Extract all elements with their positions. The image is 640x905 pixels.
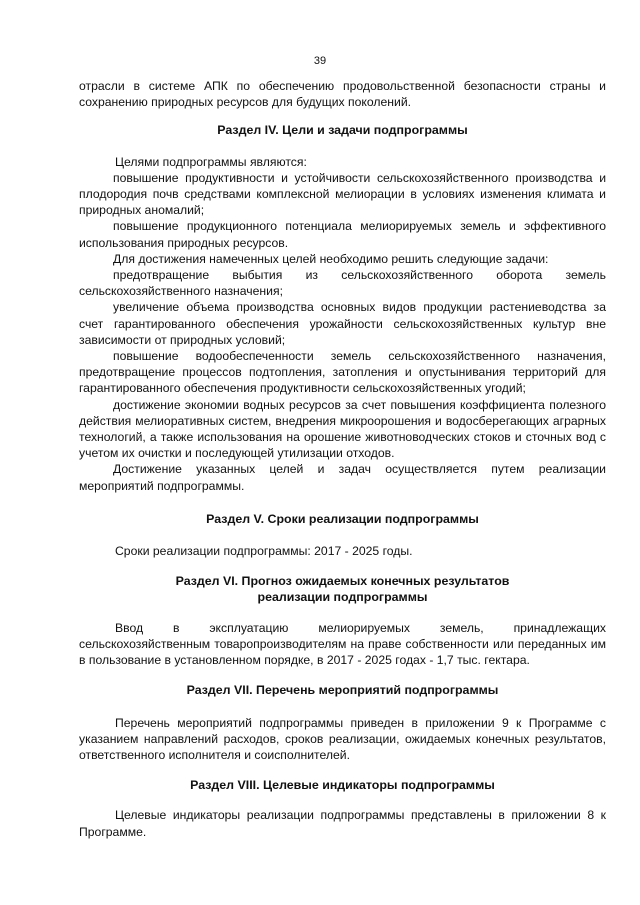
tasks-intro: Для достижения намеченных целей необходимо решить следующие задачи: xyxy=(113,251,549,266)
section-5-text: Сроки реализации подпрограммы: 2017 - 2025 годы. xyxy=(115,544,413,559)
page-number: 39 xyxy=(313,55,327,67)
section-7-heading: Раздел VII. Перечень мероприятий подпрограммы xyxy=(186,683,499,698)
section-5-heading: Раздел V. Сроки реализации подпрограммы xyxy=(206,511,479,526)
task-item: достижение экономии водных ресурсов за счет повышения коэффициента полезного действия мелиоративных систем, внедрения микроорошения и водосберегающих аграрных технологий, а также использования на орошение животноводческих стоков и сточных вод с учетом их очистки и последующей утилизации отходов. xyxy=(79,397,606,461)
section-6-heading-line-2: реализации подпрограммы xyxy=(257,590,428,605)
section-4-conclusion: Достижение указанных целей и задач осуществляется путем реализации мероприятий подпрограммы. xyxy=(79,462,606,493)
section-8-text: Целевые индикаторы реализации подпрограммы представлены в приложении 8 к Программе. xyxy=(79,808,606,839)
section-6-text: Ввод в эксплуатацию мелиорируемых земель, принадлежащих сельскохозяйственным товаропроизводителям на праве собственности или переданных им в пользование в установленном порядке, в 2017 - 2025 годах - 1,7 тыс. гектара. xyxy=(79,620,606,668)
section-7-text: Перечень мероприятий подпрограммы приведен в приложении 9 к Программе с указанием направлений расходов, сроков реализации, ожидаемых конечных результатов, ответственного исполнителя и соисполнителей. xyxy=(79,715,606,762)
section-6-heading xyxy=(79,573,606,605)
goal-item: повышение продукционного потенциала мелиорируемых земель и эффективного использования природных ресурсов. xyxy=(79,219,606,250)
section-6-heading-line-1: Раздел VI. Прогноз ожидаемых конечных результатов xyxy=(175,574,510,589)
goal-item: повышение продуктивности и устойчивости сельскохозяйственного производства и плодородия почв средствами комплексной мелиорации в условиях изменения климата и природных аномалий; xyxy=(79,170,606,218)
section-4-heading: Раздел IV. Цели и задачи подпрограммы xyxy=(217,123,468,138)
task-item: увеличение объема производства основных видов продукции растениеводства за счет гарантированного обеспечения урожайности сельскохозяйственных культур вне зависимости от природных условий; xyxy=(79,300,606,347)
section-8-heading: Раздел VIII. Целевые индикаторы подпрограммы xyxy=(190,778,495,793)
goals-intro: Целями подпрограммы являются: xyxy=(115,154,307,169)
task-item: предотвращение выбытия из сельскохозяйственного оборота земель сельскохозяйственного назначения; xyxy=(79,268,606,299)
intro-paragraph: отрасли в системе АПК по обеспечению продовольственной безопасности страны и сохранению природных ресурсов для будущих поколений. xyxy=(79,79,606,110)
task-item: повышение водообеспеченности земель сельскохозяйственного назначения, предотвращение процессов подтопления, затопления и опустынивания территорий для гарантированного обеспечения продуктивности сельскохозяйственных угодий; xyxy=(79,349,606,396)
document-body xyxy=(79,78,606,840)
